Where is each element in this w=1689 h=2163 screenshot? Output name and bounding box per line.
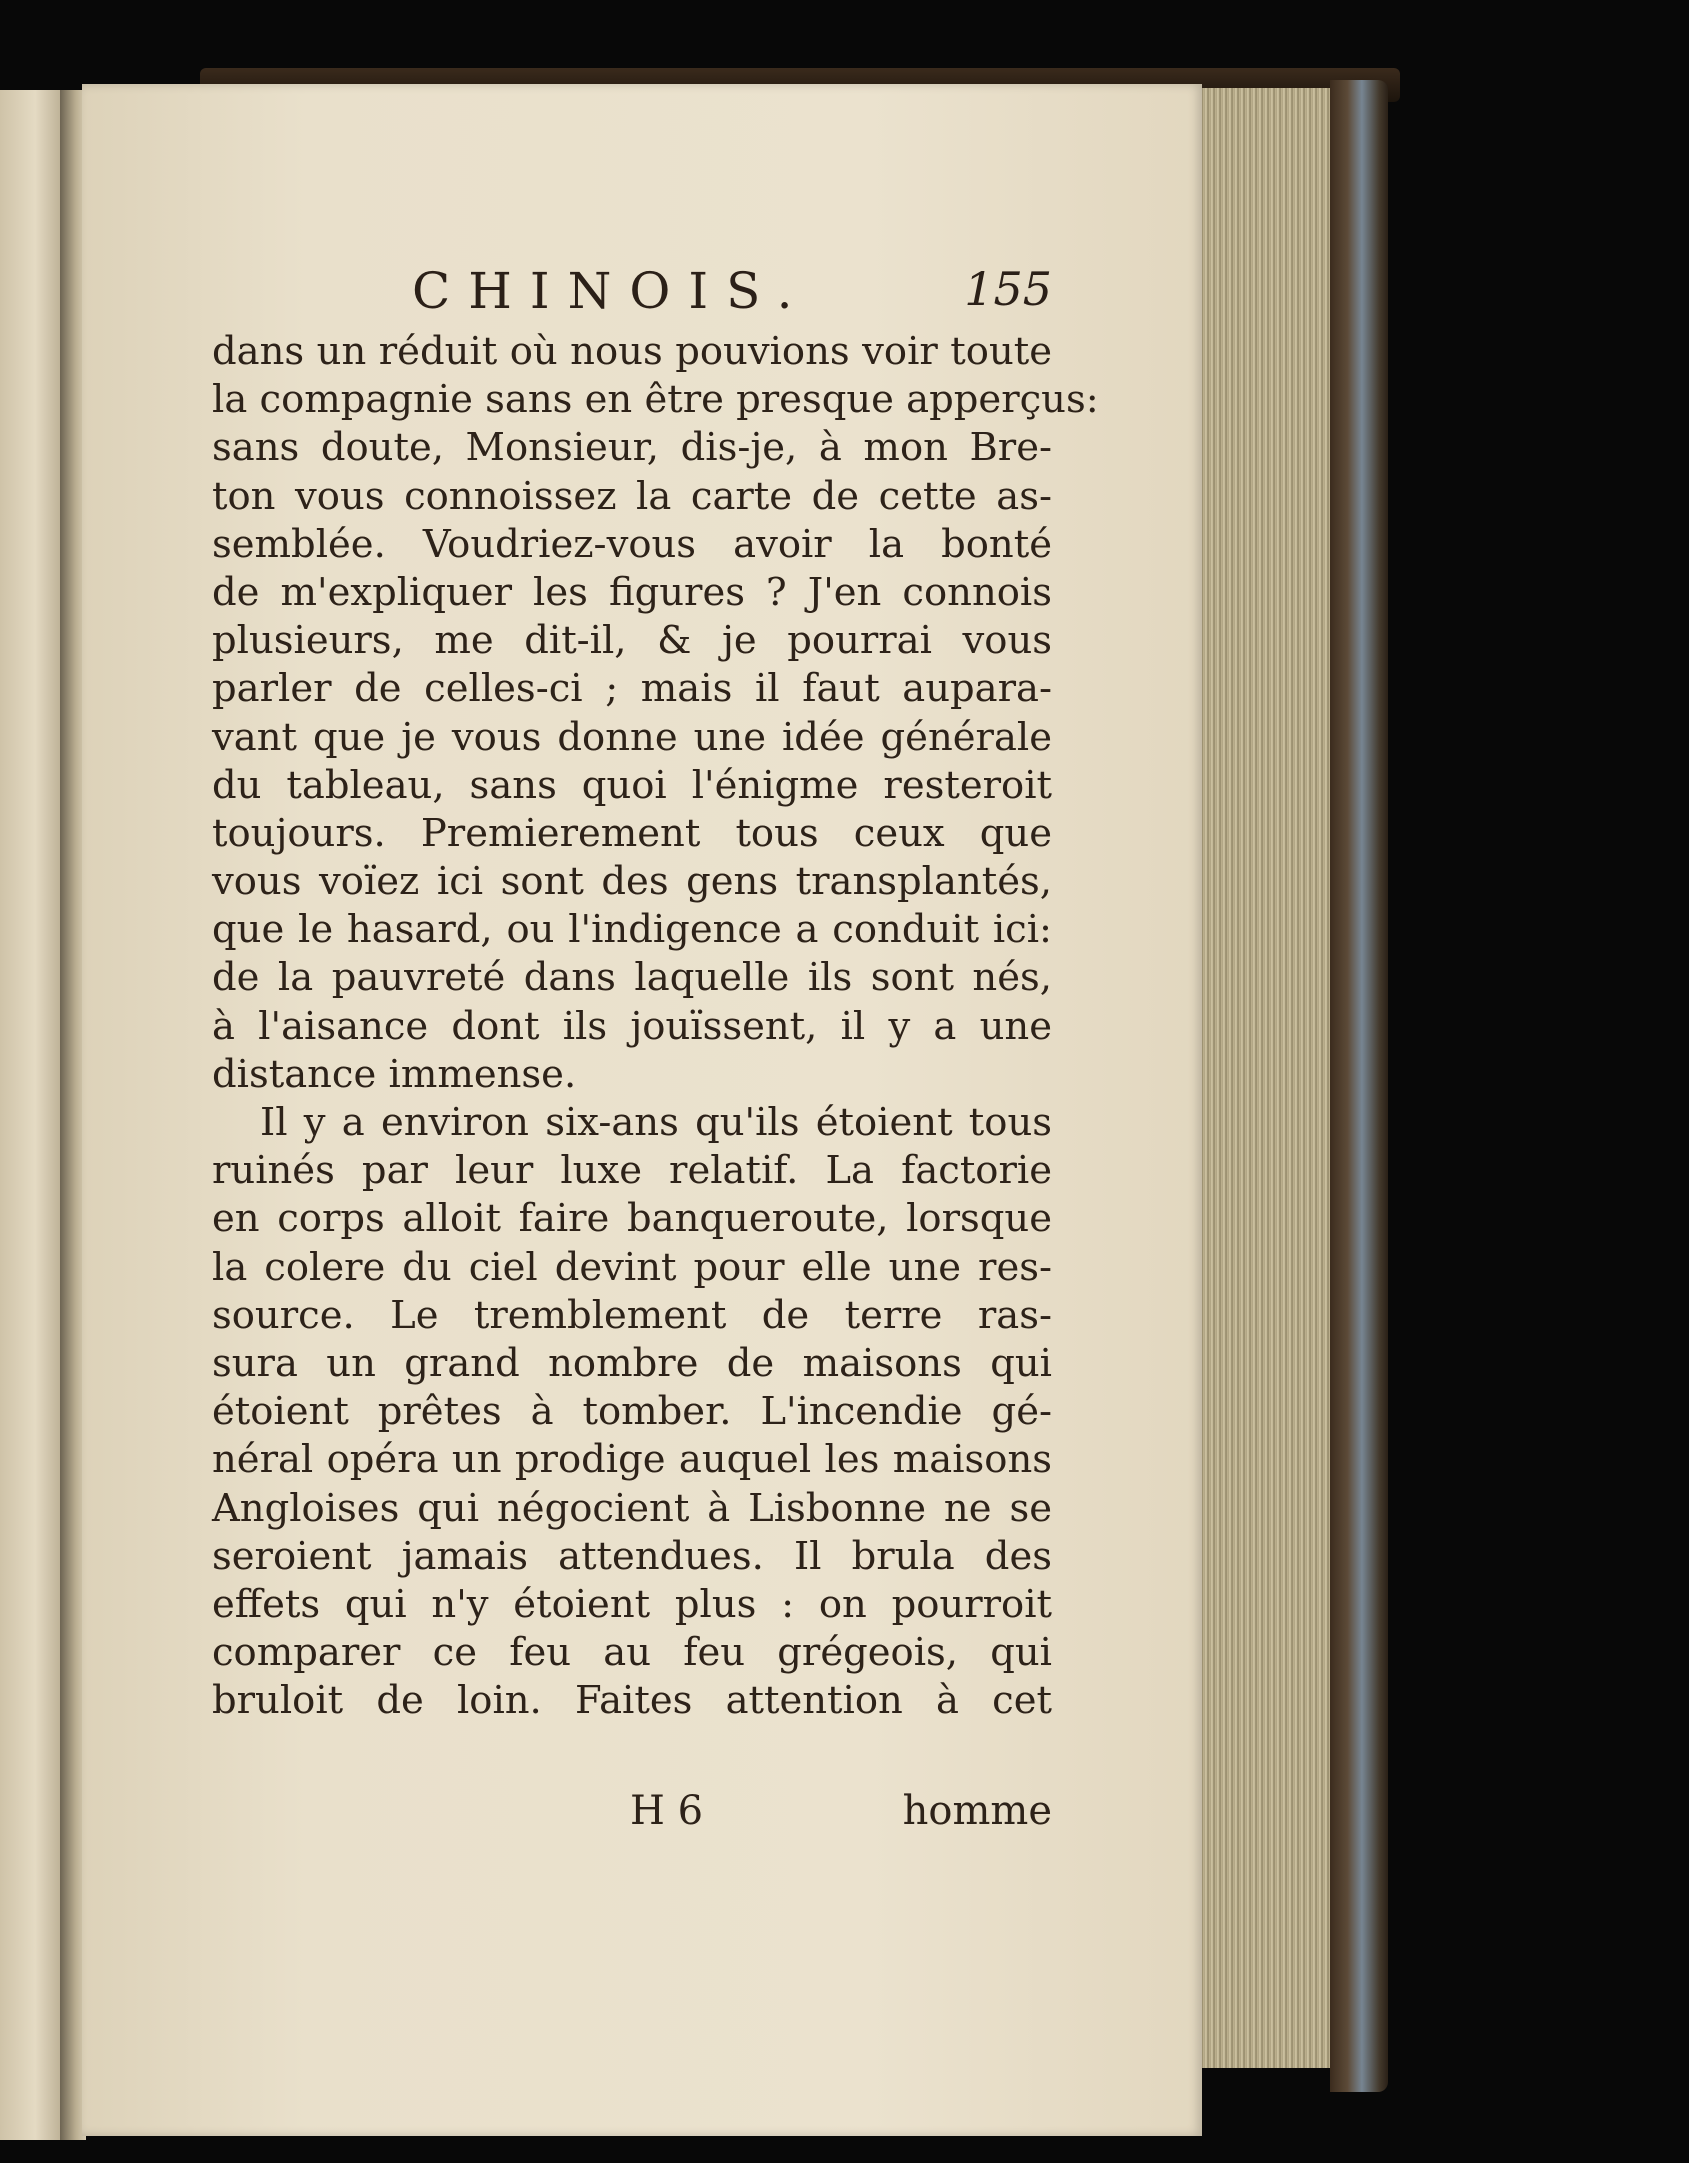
text-line: source. Le tremblement de terre ras-	[212, 1292, 1052, 1338]
text-line: bruloit de loin. Faites attention à cet	[212, 1678, 1052, 1724]
body-text	[212, 328, 1099, 1725]
catchword: homme	[902, 1788, 1052, 1834]
page-block-edges	[1192, 88, 1336, 2068]
text-line: plusieurs, me dit-il, & je pourrai vous	[212, 618, 1052, 664]
text-line: du tableau, sans quoi l'énigme resteroit	[212, 762, 1052, 808]
signature-mark: H 6	[630, 1788, 704, 1834]
text-line: sans doute, Monsieur, dis-je, à mon Bre-	[212, 425, 1052, 471]
text-line: sura un grand nombre de maisons qui	[212, 1340, 1052, 1386]
text-line: distance immense.	[212, 1051, 577, 1097]
text-line: toujours. Premierement tous ceux que	[212, 810, 1052, 856]
page-number: 155	[964, 262, 1052, 316]
running-head: CHINOIS.	[412, 262, 811, 320]
text-line: vant que je vous donne une idée générale	[212, 714, 1052, 760]
text-line: semblée. Voudriez-vous avoir la bonté	[212, 521, 1052, 567]
text-line: Angloises qui négocient à Lisbonne ne se	[212, 1485, 1052, 1531]
text-line: de la pauvreté dans laquelle ils sont nés,	[212, 955, 1052, 1001]
text-line: la compagnie sans en être presque apperçus:	[212, 377, 1099, 423]
text-line: vous voïez ici sont des gens transplantés,	[212, 859, 1052, 905]
text-line: à l'aisance dont ils jouïssent, il y a une	[212, 1003, 1052, 1049]
text-line: la colere du ciel devint pour elle une res-	[212, 1244, 1052, 1290]
text-line: ruinés par leur luxe relatif. La factorie	[212, 1148, 1052, 1194]
text-line: Il y a environ six-ans qu'ils étoient tous	[260, 1100, 1052, 1145]
text-line: étoient prêtes à tomber. L'incendie gé-	[212, 1389, 1052, 1435]
text-line: effets qui n'y étoient plus : on pourroit	[212, 1581, 1052, 1627]
page-footer	[212, 1788, 1052, 1844]
text-line: néral opéra un prodige auquel les maisons	[212, 1437, 1052, 1483]
text-line: seroient jamais attendues. Il brula des	[212, 1533, 1052, 1579]
text-line: en corps alloit faire banqueroute, lorsque	[212, 1196, 1052, 1242]
page-header	[412, 262, 1052, 332]
text-line: que le hasard, ou l'indigence a conduit ici:	[212, 907, 1052, 953]
text-line: dans un réduit où nous pouvions voir toute	[212, 329, 1052, 374]
text-line: de m'expliquer les figures ? J'en connois	[212, 569, 1052, 615]
text-line: ton vous connoissez la carte de cette as-	[212, 473, 1052, 519]
text-line: comparer ce feu au feu grégeois, qui	[212, 1630, 1052, 1676]
text-line: parler de celles-ci ; mais il faut aupara-	[212, 666, 1052, 712]
book-binding	[1330, 80, 1388, 2092]
facing-page-edge	[0, 90, 64, 2140]
